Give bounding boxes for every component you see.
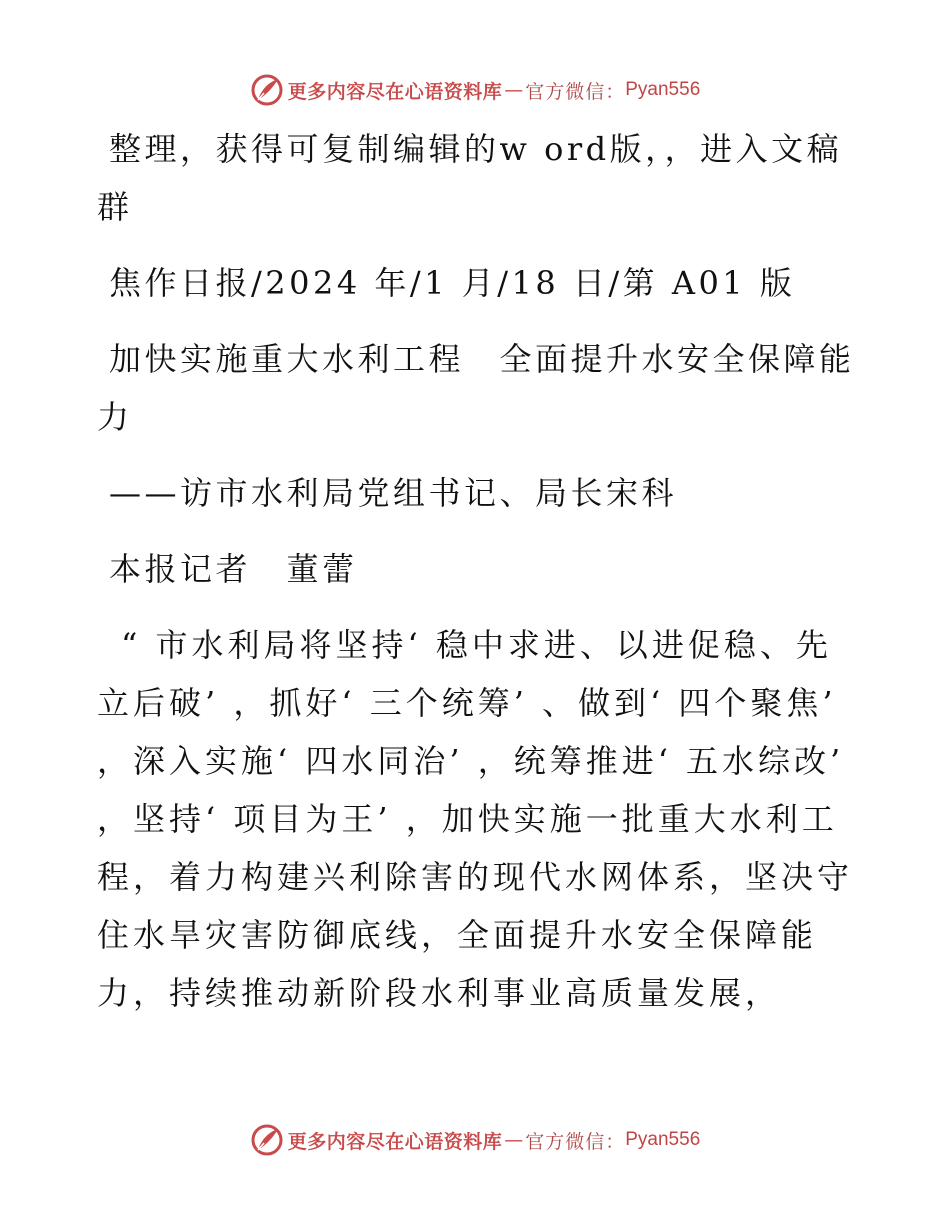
banner-wechat-id: Pyan556	[625, 79, 701, 100]
source-line: 焦作日报/2024 年/1 月/18 日/第 A01 版	[109, 264, 796, 302]
banner-brand-text: 更多内容尽在心语资料库	[287, 80, 503, 103]
body-paragraph: “ 市水利局将坚持‘ 稳中求进、以进促稳、先立后破’ ，抓好‘ 三个统筹’ 、做到‘ 四个聚焦’ ，深入实施‘ 四水同治’ ，统筹推进‘ 五水综改’ ，坚持‘ 项目为王’ ，加快实施一批重大水利工程，着力构建兴利除害的现代水网体系，坚决守住水旱灾害防御底线，全面提升水安全保障能力，持续推动新阶段水利事业高质量发展，	[97, 626, 854, 1012]
subtitle: ——访市水利局党组书记、局长宋科	[109, 474, 678, 512]
feather-pen-logo-icon	[250, 1123, 284, 1157]
banner-brand-text: 更多内容尽在心语资料库	[287, 1130, 503, 1153]
feather-pen-logo-icon	[250, 73, 284, 107]
footer-watermark-banner	[0, 1118, 950, 1162]
banner-official-label: 官方微信：	[525, 80, 626, 103]
document-body	[97, 120, 857, 1040]
headline: 加快实施重大水利工程 全面提升水安全保障能力	[97, 340, 855, 436]
byline: 本报记者 董蕾	[109, 550, 358, 588]
banner-wechat-id: Pyan556	[625, 1129, 701, 1150]
banner-official-label: 官方微信：	[525, 1130, 626, 1153]
banner-separator: —	[504, 1129, 524, 1151]
banner-separator: —	[504, 79, 524, 101]
header-watermark-banner	[0, 68, 950, 112]
intro-line: 整理，获得可复制编辑的w ord版，，进入文稿群	[97, 130, 843, 226]
